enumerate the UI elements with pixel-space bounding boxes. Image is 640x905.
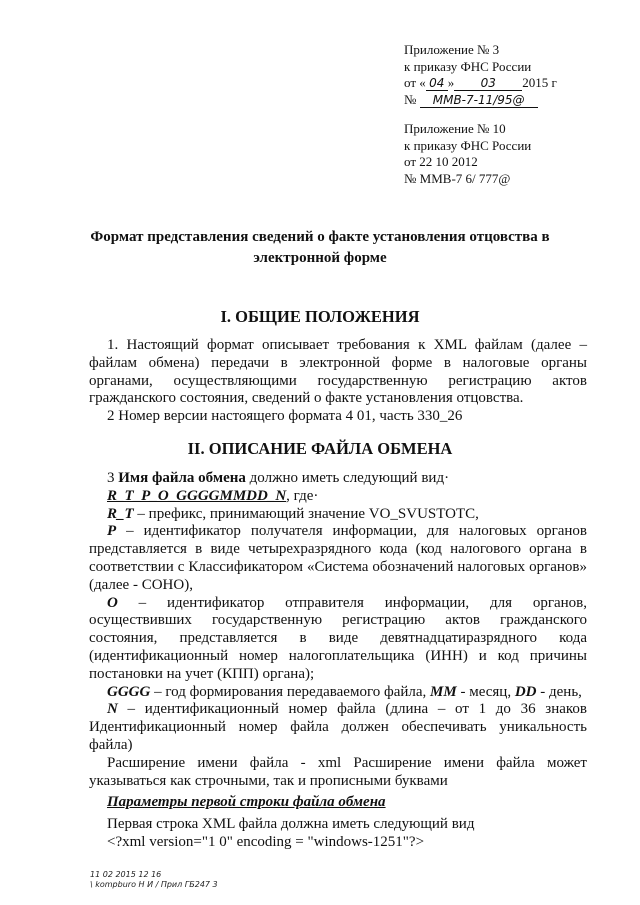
annex-1-block bbox=[404, 42, 557, 108]
footer-stamp bbox=[90, 870, 218, 890]
annex-2-line4: № ММВ-7 6/ 777@ bbox=[404, 170, 511, 186]
paragraph-1: 1. Настоящий формат описывает требования к XML файлам (далее – файлам обмена) передачи в электронной форме в налоговые органы органами, осуществляющими государственную регистрацию актов гражданского состояния, сведений о факте установления отцовства. bbox=[89, 337, 587, 407]
definition-date-parts bbox=[89, 684, 587, 702]
definition-p-text: – идентификатор получателя информации, для налоговых органов представляется в виде четырехразрядного кода (код налогового органа в соответствии с Классификатором «Система обозначений налоговых органов» (далее - СОНО), bbox=[89, 523, 587, 593]
document-title-line1: Формат представления сведений о факте установления отцовства в bbox=[90, 229, 550, 245]
annex-1-number-prefix: № bbox=[404, 91, 417, 107]
definition-g-text: – год формирования передаваемого файла, bbox=[154, 683, 427, 700]
file-name-pattern-value: R_T_P_O_GGGGMMDD_N bbox=[107, 487, 287, 504]
first-line-paragraph: Первая строка XML файла должна иметь следующий вид bbox=[107, 816, 475, 833]
file-name-pattern-rest: , где· bbox=[286, 487, 319, 504]
annex-1-date-month: 03 bbox=[454, 77, 522, 91]
paragraph-3-number: 3 bbox=[107, 470, 115, 486]
section-1-heading: I. ОБЩИЕ ПОЛОЖЕНИЯ bbox=[220, 307, 420, 326]
definition-dd-key: DD bbox=[514, 683, 537, 700]
xml-declaration: <?xml version="1 0" encoding = "windows-1251"?> bbox=[107, 833, 425, 850]
definition-n bbox=[89, 701, 587, 754]
paragraph-2: 2 Номер версии настоящего формата 4 01, часть 330_26 bbox=[107, 408, 463, 425]
document-title bbox=[60, 227, 580, 269]
annex-1-date bbox=[404, 75, 557, 92]
annex-1-date-mid: » bbox=[447, 75, 455, 90]
definition-g-key: GGGG bbox=[107, 683, 151, 700]
params-heading-text: Параметры первой строки файла обмена bbox=[107, 794, 386, 811]
definition-rt-key: R_T bbox=[107, 505, 134, 522]
definition-p-key: P bbox=[107, 523, 117, 540]
footer-line2: \ kompburo Н И / Прил ГБ247 3 bbox=[90, 880, 218, 889]
definition-n-text: – идентификационный номер файла (длина – от 1 до 36 знаков Идентификационный номер файла должен обеспечивать уникальность файла) bbox=[89, 701, 588, 753]
definition-mm-text: - месяц, bbox=[460, 683, 512, 700]
annex-2-block bbox=[404, 121, 531, 187]
annex-2-line2: к приказу ФНС России bbox=[404, 137, 532, 153]
definition-rt-text: – префикс, принимающий значение VO_SVUSTOTC, bbox=[137, 505, 479, 522]
paragraph-3-bold: Имя файла обмена bbox=[118, 470, 246, 486]
definition-o-text: – идентификатор отправителя информации, для органов, осуществивших государственную регистрацию актов гражданского состояния, представляется в виде девятнадцатиразрядного кода (идентификационный номер налогоплательщика (ИНН) и код причины постановки на учет (КПП) органа); bbox=[89, 594, 587, 682]
section-1-body bbox=[89, 337, 587, 426]
annex-1-line2: к приказу ФНС России bbox=[404, 58, 532, 74]
extension-paragraph: Расширение имени файла - xml Расширение имени файла может указываться как строчными, так и прописными буквами bbox=[89, 754, 587, 789]
definition-o-key: O bbox=[107, 594, 118, 611]
annex-1-number bbox=[404, 92, 557, 109]
annex-1-date-day: 04 bbox=[426, 77, 448, 91]
definition-n-key: N bbox=[107, 701, 118, 718]
file-name-pattern bbox=[89, 488, 587, 506]
paragraph-3 bbox=[89, 470, 587, 488]
annex-1-number-value: ММВ-7-11/95@ bbox=[420, 94, 538, 108]
annex-2-line3: от 22 10 2012 bbox=[404, 154, 478, 169]
definition-dd-text: - день, bbox=[540, 683, 582, 700]
section-2-heading: II. ОПИСАНИЕ ФАЙЛА ОБМЕНА bbox=[187, 439, 453, 458]
definition-rt bbox=[89, 506, 587, 524]
params-heading bbox=[89, 794, 587, 812]
definition-p bbox=[89, 523, 587, 594]
annex-2-line1: Приложение № 10 bbox=[404, 121, 506, 136]
section-2-body bbox=[89, 470, 587, 852]
definition-mm-key: MM bbox=[430, 683, 457, 700]
document-title-line2: электронной форме bbox=[253, 250, 387, 266]
annex-1-line1: Приложение № 3 bbox=[404, 42, 500, 57]
paragraph-3-rest: должно иметь следующий вид· bbox=[249, 470, 450, 486]
annex-1-date-prefix: от « bbox=[404, 75, 426, 90]
footer-line1: 11 02 2015 12 16 bbox=[90, 870, 162, 879]
definition-o bbox=[89, 595, 587, 684]
annex-1-date-year: 2015 г bbox=[522, 75, 557, 90]
